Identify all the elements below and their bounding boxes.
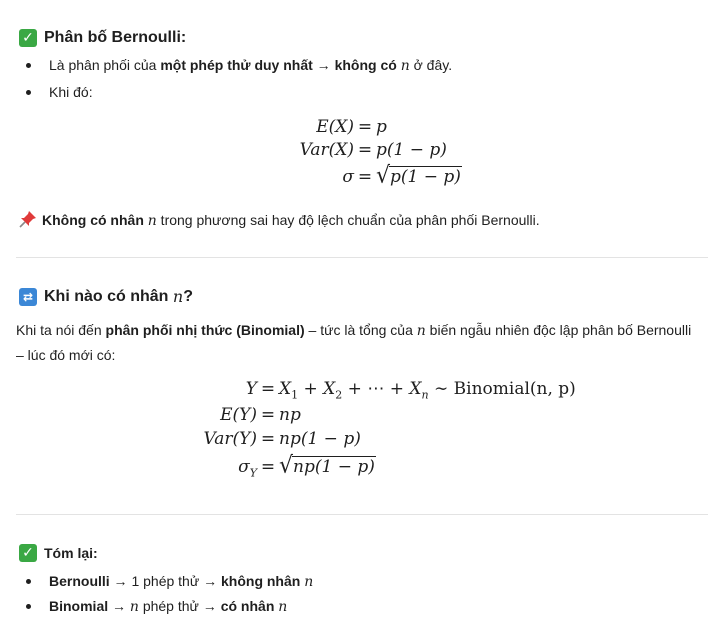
bernoulli-bullet-2: Khi đó: [24,84,93,100]
bernoulli-bullet-1: Là phân phối của một phép thử duy nhất → không có n ở đây. [24,57,452,74]
binomial-heading: ⇄ Khi nào có nhân n ? [19,287,193,306]
sigma-y: $\sigma_Y$ [238,457,257,480]
binomial-paragraph: Khi ta nói đến phân phối nhị thức (Binomial) – tức là tổng của n biến ngẫu nhiên độc lập phân bố Bernoulli – lúc đó mới có: [16,322,692,363]
divider [16,514,708,515]
bernoulli-equations: E(X) = p Var(X) = p(1 − p) σ = √p(1 − p) [299,117,461,189]
summary-bullet-1: Bernoulli → 1 phép thử → không nhân n [24,573,313,590]
pushpin-icon [19,210,37,228]
repeat-icon: ⇄ [19,288,37,306]
y-variable: Y [245,379,257,399]
sum-expression: $X_1 + X_2$ + ⋯ + $X_n$ ∼ Binomial(n, p) [279,379,576,402]
check-mark-icon: ✓ [19,29,37,47]
divider [16,257,708,258]
summary-bullet-2: Binomial → n phép thử → có nhân n [24,598,287,615]
check-mark-icon: ✓ [19,544,37,562]
bernoulli-heading [19,29,186,47]
binomial-equations: Y = $X_1 + X_2$ + ⋯ + $X_n$ ∼ Binomial(n, p) E(Y) = np Var(Y) = np(1 − p) $\sigma_Y$ = √np(1 − p) [181,379,576,480]
summary-heading: ✓ Tóm lại: [19,544,98,562]
bernoulli-heading-text: Phân bố Bernoulli: [44,29,187,46]
bernoulli-note: Không có nhân n trong phương sai hay độ lệch chuẩn của phân phối Bernoulli. [19,210,540,229]
